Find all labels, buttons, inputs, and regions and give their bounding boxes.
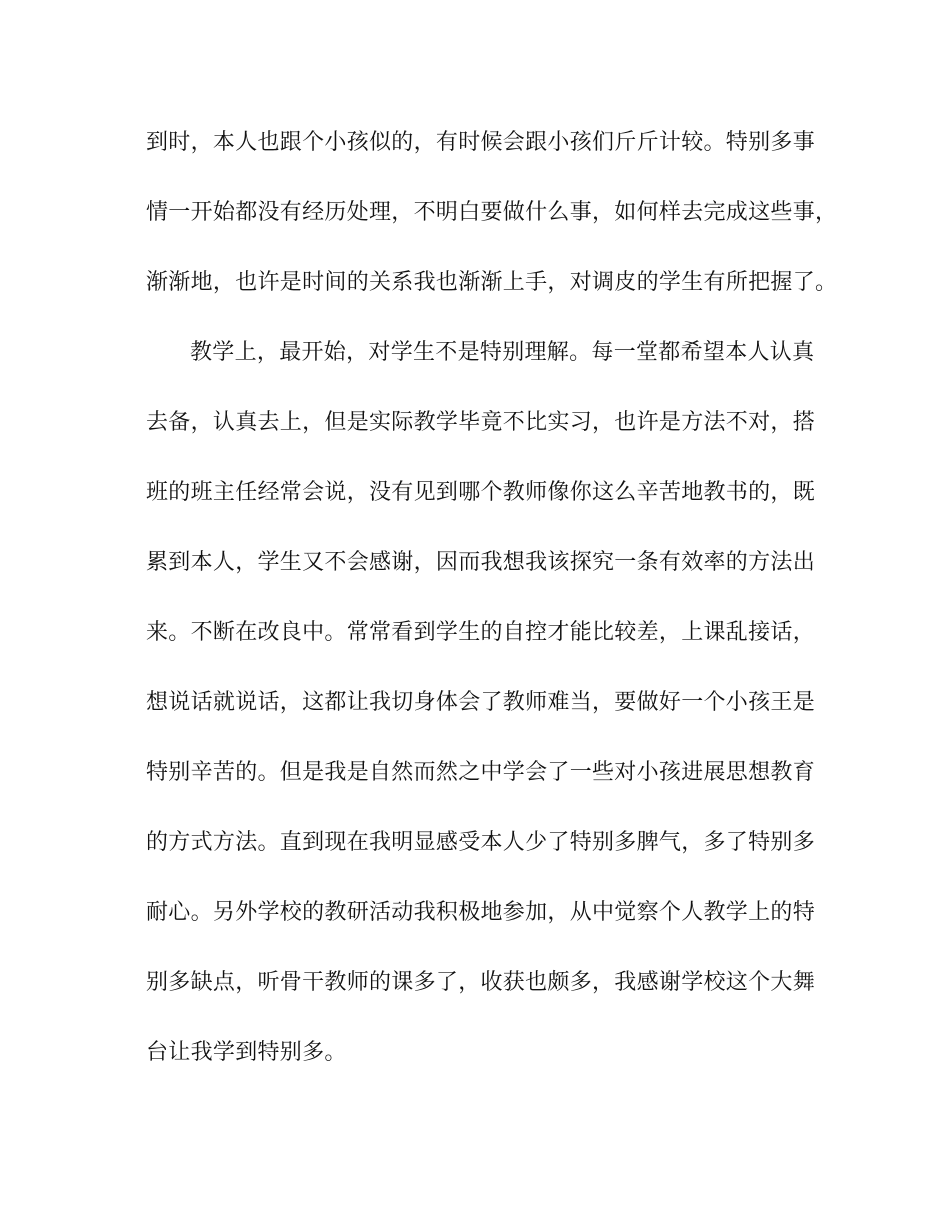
text-line: 去备，认真去上，但是实际教学毕竟不比实习，也许是方法不对，搭: [146, 410, 816, 435]
body-text: [146, 125, 838, 1105]
text-line: 想说话就说话，这都让我切身体会了教师难当，要做好一个小孩王是: [146, 690, 816, 715]
paragraph-start-line: 教学上，最开始，对学生不是特别理解。每一堂都希望本人认真: [190, 340, 815, 365]
text-line: 情一开始都没有经历处理，不明白要做什么事，如何样去完成这些事，: [146, 200, 838, 225]
text-line: 班的班主任经常会说，没有见到哪个教师像你这么辛苦地教书的，既: [146, 480, 816, 505]
text-line: 耐心。另外学校的教研活动我积极地参加，从中觉察个人教学上的特: [146, 900, 816, 925]
text-line: 台让我学到特别多。: [146, 1040, 347, 1065]
text-line: 到时，本人也跟个小孩似的，有时候会跟小孩们斤斤计较。特别多事: [146, 130, 816, 155]
text-line: 特别辛苦的。但是我是自然而然之中学会了一些对小孩进展思想教育: [146, 760, 816, 785]
text-line: 别多缺点，听骨干教师的课多了，收获也颇多，我感谢学校这个大舞: [146, 970, 816, 995]
text-line: 的方式方法。直到现在我明显感受本人少了特别多脾气，多了特别多: [146, 830, 816, 855]
text-line: 来。不断在改良中。常常看到学生的自控才能比较差，上课乱接话，: [146, 620, 816, 645]
text-line: 累到本人，学生又不会感谢，因而我想我该探究一条有效率的方法出: [146, 550, 816, 575]
text-line: 渐渐地，也许是时间的关系我也渐渐上手，对调皮的学生有所把握了。: [146, 270, 838, 295]
